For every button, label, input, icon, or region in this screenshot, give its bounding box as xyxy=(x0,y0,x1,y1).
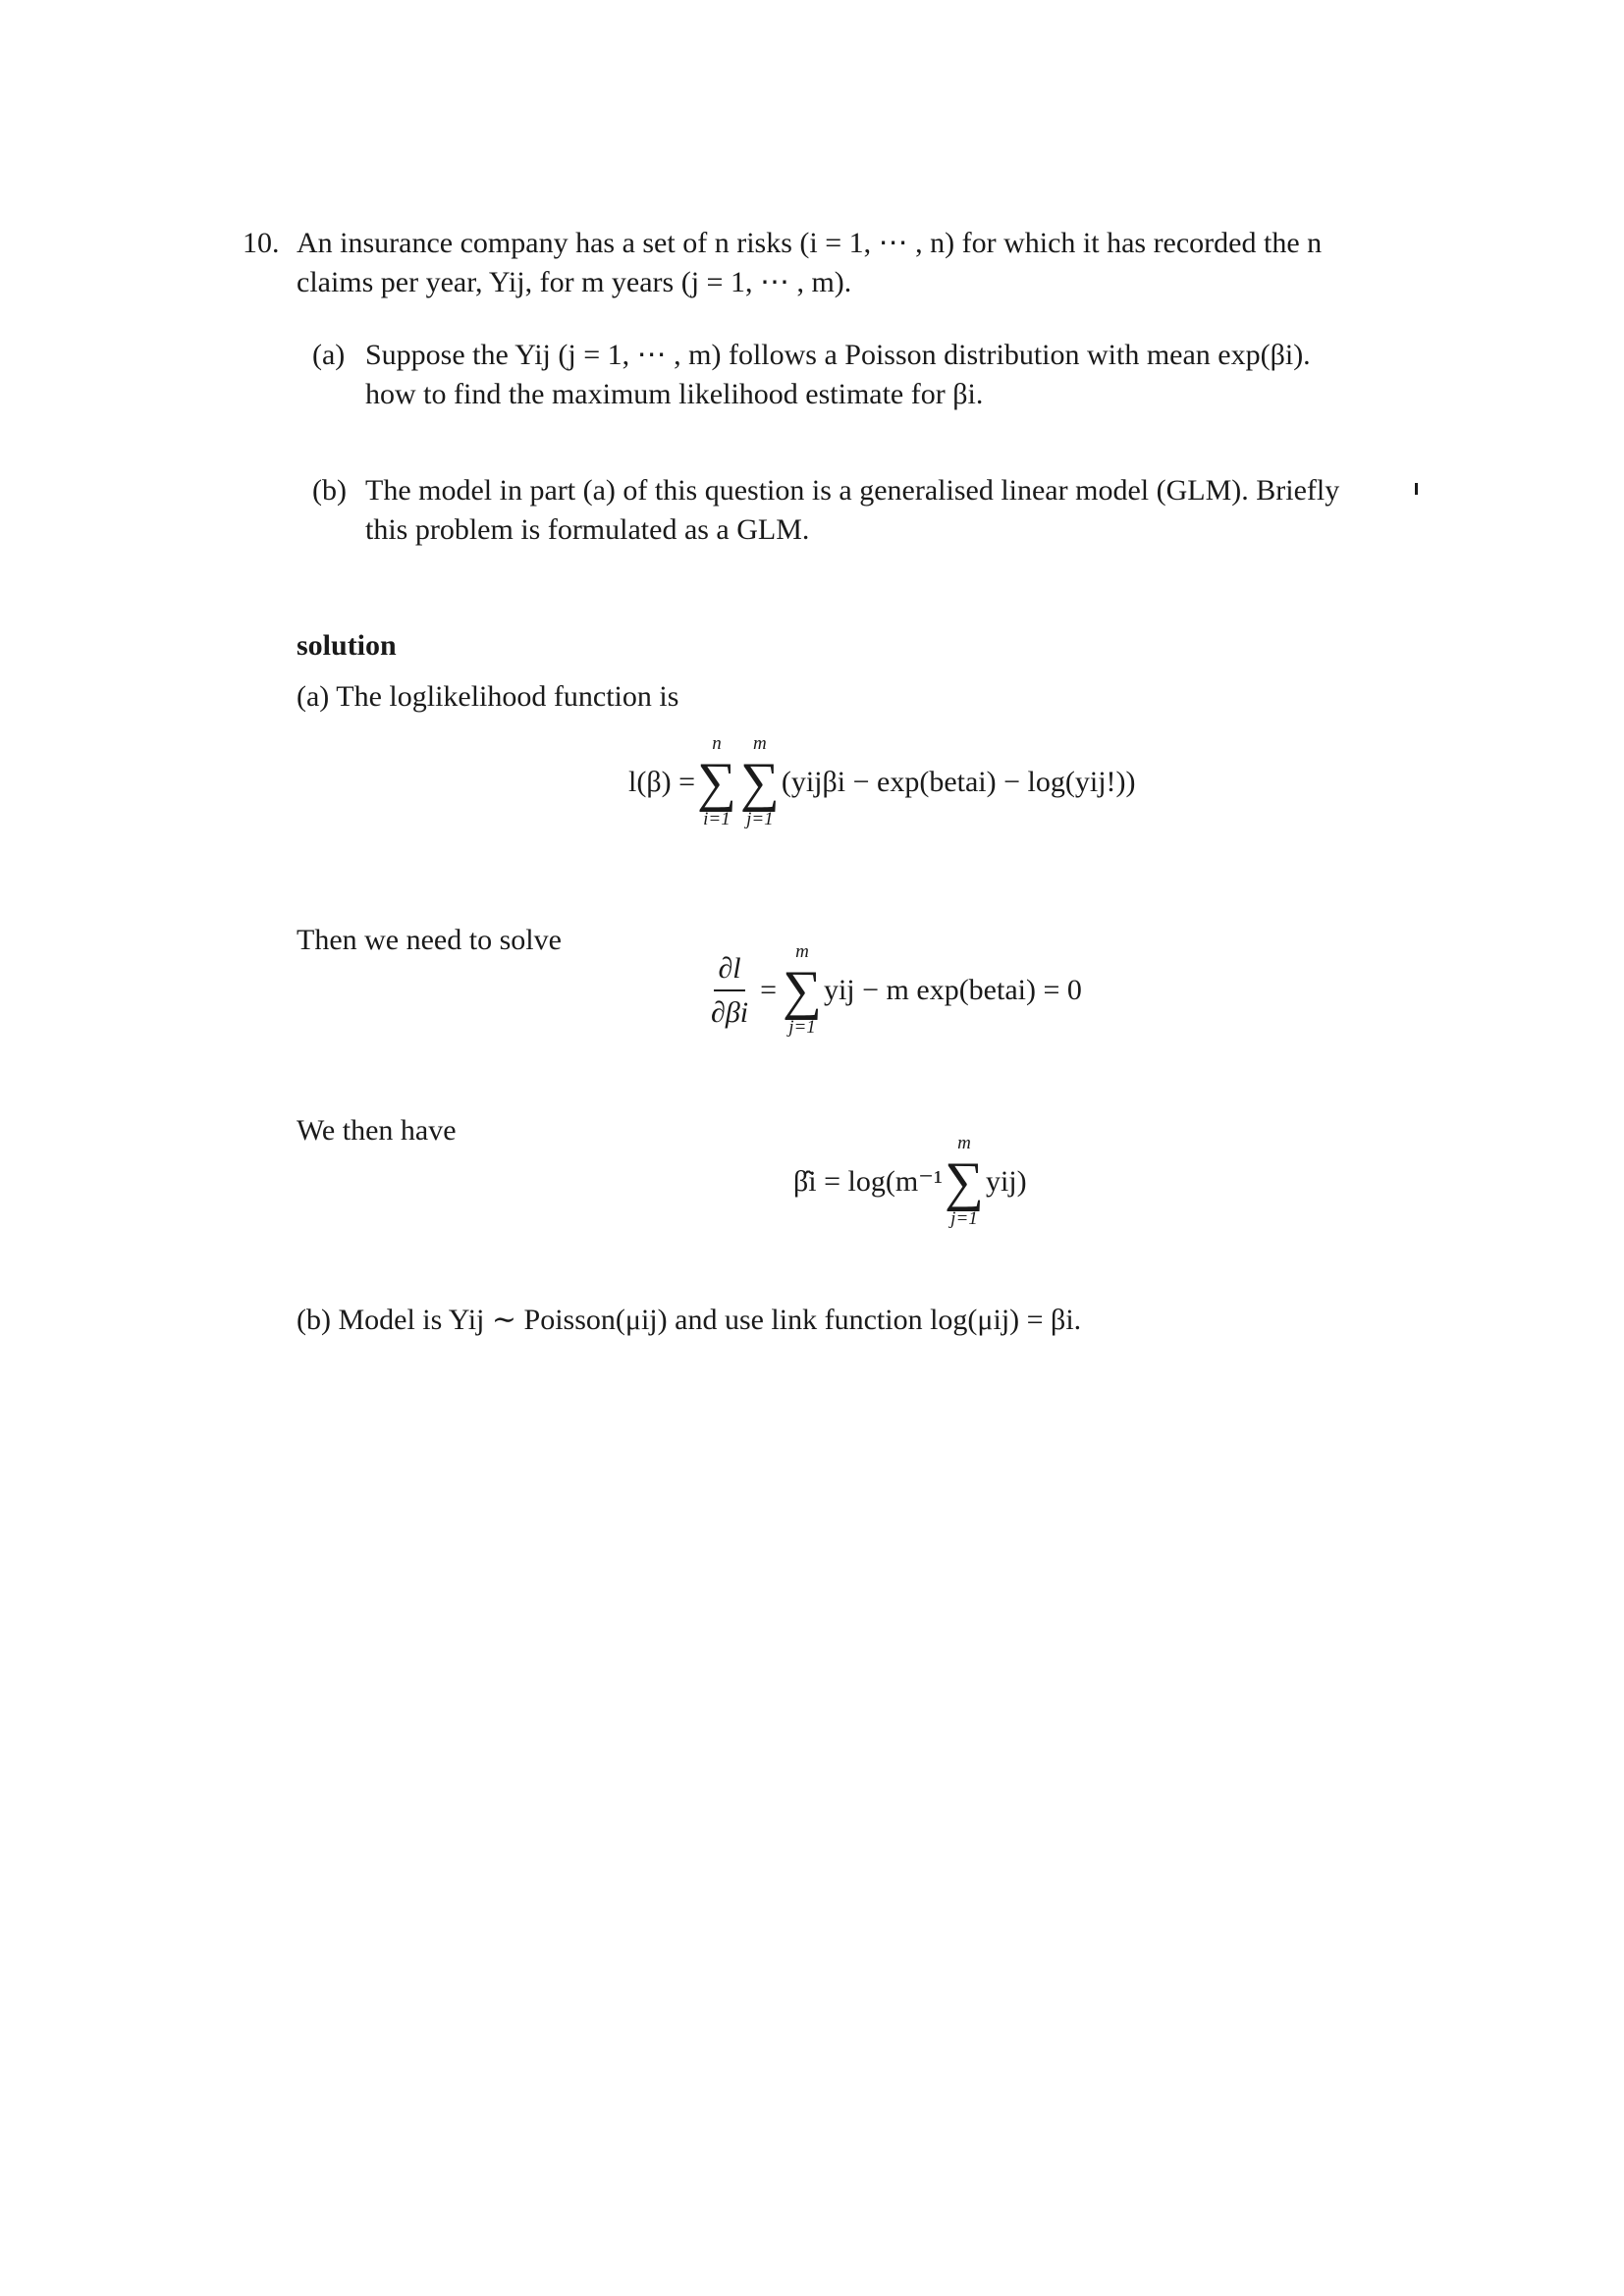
loglikelihood-equation xyxy=(628,734,1136,830)
solution-then-text: Then we need to solve xyxy=(297,924,562,956)
solution-we-text: We then have xyxy=(297,1114,457,1147)
question-number: 10. xyxy=(243,227,280,259)
part-a-line1: Suppose the Yij (j = 1, ⋯ , m) follows a Poisson distribution with mean exp(βi). xyxy=(365,339,1311,371)
part-b-label: (b) xyxy=(312,474,347,507)
eq2-sum-upper: m xyxy=(795,941,809,962)
eq3-sum-lower: j=1 xyxy=(950,1207,978,1229)
eq1-sum-j-upper: m xyxy=(753,733,767,754)
part-b-line1: The model in part (a) of this question is a generalised linear model (GLM). Briefly xyxy=(365,474,1340,507)
eq2-sum-j: m ∑ j=1 xyxy=(783,941,822,1038)
score-equation xyxy=(699,942,1082,1039)
eq1-body: (yijβi − exp(betai) − log(yij!)) xyxy=(781,766,1136,799)
part-a-line2: how to find the maximum likelihood estimate for βi. xyxy=(365,378,984,410)
part-a-label: (a) xyxy=(312,339,346,371)
solution-heading: solution xyxy=(297,629,397,662)
eq3-sum-upper: m xyxy=(957,1133,971,1153)
eq1-sum-j: m ∑ j=1 xyxy=(739,733,780,829)
question-intro-line2: claims per year, Yij, for m years (j = 1, ⋯ , m). xyxy=(297,266,852,298)
eq2-equals: = xyxy=(760,974,778,1007)
eq2-derivative-fraction xyxy=(707,949,752,1032)
eq3-lhs: β̂i = log(m⁻¹ xyxy=(793,1165,944,1199)
question-intro-line1: An insurance company has a set of n risks (i = 1, ⋯ , n) for which it has recorded the n xyxy=(297,227,1323,259)
part-b-line2: this problem is formulated as a GLM. xyxy=(365,513,810,546)
eq2-frac-denominator: ∂βi xyxy=(711,995,749,1029)
eq2-frac-numerator: ∂l xyxy=(714,949,744,991)
solution-b-text: (b) Model is Yij ∼ Poisson(μij) and use link function log(μij) = βi. xyxy=(297,1304,1082,1336)
eq3-sum-j: m ∑ j=1 xyxy=(945,1133,984,1229)
solution-a-text: (a) The loglikelihood function is xyxy=(297,680,679,713)
eq1-sum-i: n ∑ i=1 xyxy=(697,733,736,829)
eq1-sum-j-lower: j=1 xyxy=(746,808,774,829)
mle-equation xyxy=(793,1134,1027,1230)
eq3-body: yij) xyxy=(985,1165,1027,1199)
truncation-mark xyxy=(1415,483,1418,495)
eq2-body: yij − m exp(betai) = 0 xyxy=(823,974,1082,1007)
eq2-sum-lower: j=1 xyxy=(788,1016,816,1038)
eq1-sum-i-lower: i=1 xyxy=(703,808,731,829)
eq1-sum-i-upper: n xyxy=(712,733,722,754)
eq1-lhs: l(β) = xyxy=(628,766,695,799)
